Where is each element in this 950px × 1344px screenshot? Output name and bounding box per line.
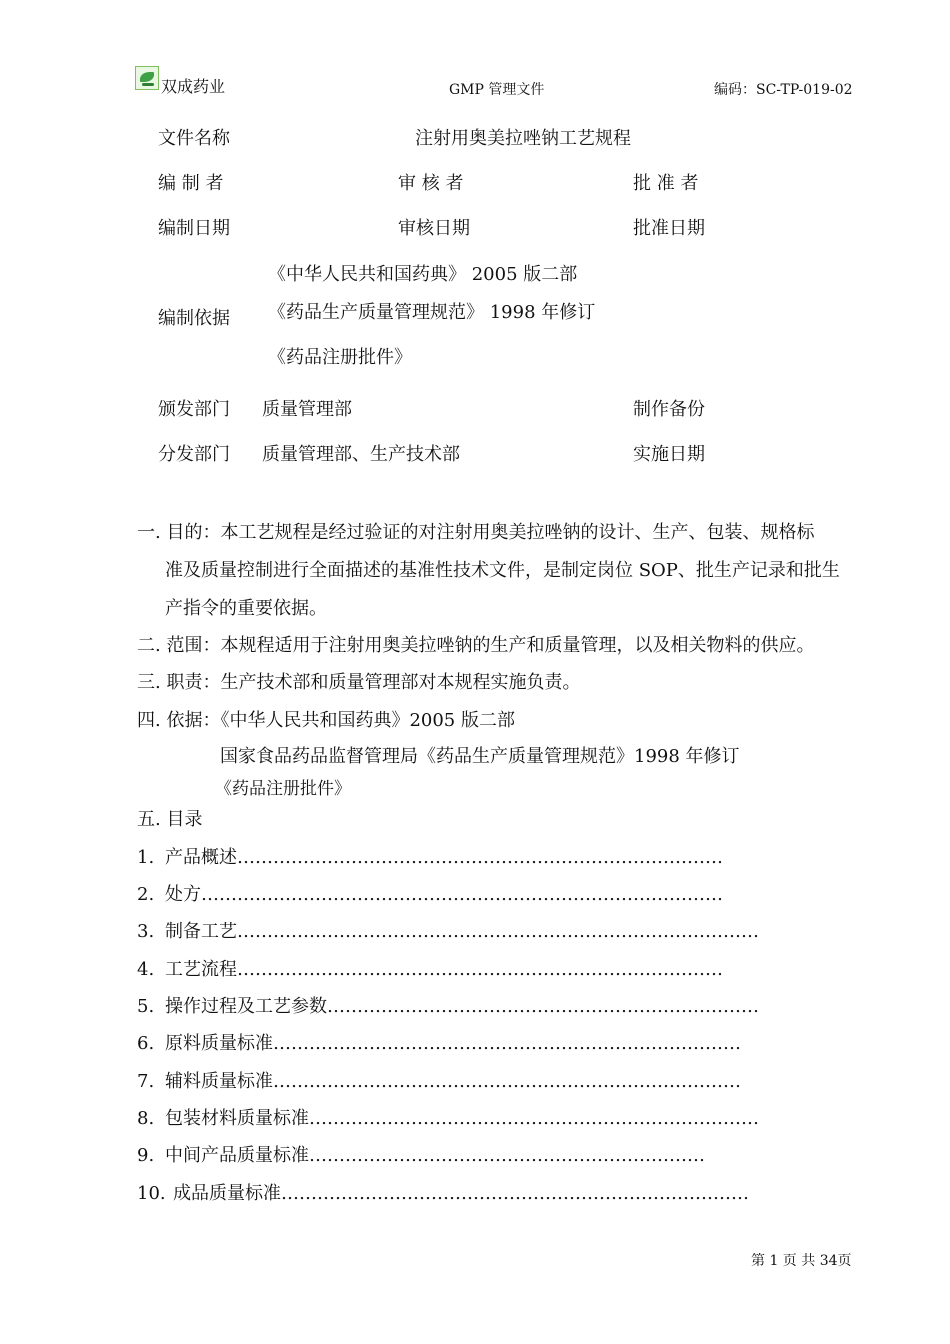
toc-leader: …………………………………………………………………………… [237,921,759,942]
basis-item: 《药品生产质量管理规范》 1998 年修订 [268,302,596,323]
toc-leader: ………………………………………………………… [309,1145,705,1166]
toc-number: 7. [137,1071,155,1092]
toc-number: 6. [137,1033,155,1054]
company-name: 双成药业 [161,77,226,96]
reviewer-label: 审 核 者 [398,173,464,194]
toc-item[interactable] [137,1067,741,1093]
toc-title: 原料质量标准 [165,1033,273,1054]
toc-leader: …………………………………………………………………………… [201,884,723,905]
toc-item[interactable] [137,843,723,869]
section-purpose: 一. 目的：本工艺规程是经过验证的对注射用奥美拉唑钠的设计、生产、包装、规格标 [137,522,815,543]
company-logo [135,66,159,90]
toc-number: 4. [137,959,155,980]
toc-number: 2. [137,884,155,905]
toc-leader: …………………………………………………………………… [273,1071,741,1092]
toc-item[interactable] [137,1179,749,1205]
toc-item[interactable] [137,992,759,1018]
toc-item[interactable] [137,1104,759,1130]
issue-dept-label: 颁发部门 [158,399,230,420]
toc-number: 5. [137,996,155,1017]
author-date-label: 编制日期 [158,218,230,239]
basis-item: 《药品注册批件》 [268,347,412,368]
toc-title: 处方 [165,884,201,905]
dist-dept-label: 分发部门 [158,444,230,465]
review-date-label: 审核日期 [398,218,470,239]
toc-leader: …………………………………………………………………… [281,1183,749,1204]
author-label: 编 制 者 [158,173,224,194]
section-basis: 四. 依据：《中华人民共和国药典》2005 版二部 [137,710,515,731]
toc-item[interactable] [137,1029,741,1055]
leaf-icon [140,72,154,82]
toc-number: 1. [137,847,155,868]
doc-type: GMP 管理文件 [449,82,545,98]
section-purpose-cont: 准及质量控制进行全面描述的基准性技术文件，是制定岗位 SOP、批生产记录和批生 [165,560,840,581]
section-basis-cont: 国家食品药品监督管理局《药品生产质量管理规范》1998 年修订 [220,746,740,767]
dist-dept-value: 质量管理部、生产技术部 [262,444,460,465]
toc-number: 8. [137,1108,155,1129]
section-responsibility: 三. 职责：生产技术部和质量管理部对本规程实施负责。 [137,672,581,693]
page-number: 第 1 页 共 34页 [751,1253,852,1269]
toc-item[interactable] [137,955,723,981]
toc-number: 3. [137,921,155,942]
stem-icon [142,83,154,86]
toc-item[interactable] [137,1141,705,1167]
toc-title: 产品概述 [165,847,237,868]
toc-leader: …………………………………………………………………… [273,1033,741,1054]
doc-code: 编码：SC-TP-019-02 [714,82,853,98]
toc-item[interactable] [137,917,759,943]
effective-date-label: 实施日期 [633,444,705,465]
toc-leader: ……………………………………………………………… [327,996,759,1017]
section-purpose-cont: 产指令的重要依据。 [165,598,327,619]
issue-dept-value: 质量管理部 [262,399,352,420]
toc-leader: ……………………………………………………………………… [237,847,723,868]
toc-title: 成品质量标准 [173,1183,281,1204]
section-scope: 二. 范围：本规程适用于注射用奥美拉唑钠的生产和质量管理，以及相关物料的供应。 [137,635,815,656]
toc-item[interactable] [137,880,723,906]
toc-number: 10. [137,1183,166,1204]
file-name-value: 注射用奥美拉唑钠工艺规程 [415,128,631,149]
toc-title: 辅料质量标准 [165,1071,273,1092]
copies-label: 制作备份 [633,399,705,420]
approver-label: 批 准 者 [633,173,699,194]
section-basis-cont: 《药品注册批件》 [215,779,351,799]
toc-title: 制备工艺 [165,921,237,942]
toc-leader: ……………………………………………………………………… [237,959,723,980]
toc-title: 工艺流程 [165,959,237,980]
toc-leader: ………………………………………………………………… [309,1108,759,1129]
toc-title: 中间产品质量标准 [165,1145,309,1166]
basis-label: 编制依据 [158,308,230,329]
toc-number: 9. [137,1145,155,1166]
file-name-label: 文件名称 [158,128,230,149]
approve-date-label: 批准日期 [633,218,705,239]
toc-title: 包装材料质量标准 [165,1108,309,1129]
section-toc-heading: 五. 目录 [137,809,203,830]
toc-title: 操作过程及工艺参数 [165,996,327,1017]
basis-item: 《中华人民共和国药典》 2005 版二部 [268,264,578,285]
